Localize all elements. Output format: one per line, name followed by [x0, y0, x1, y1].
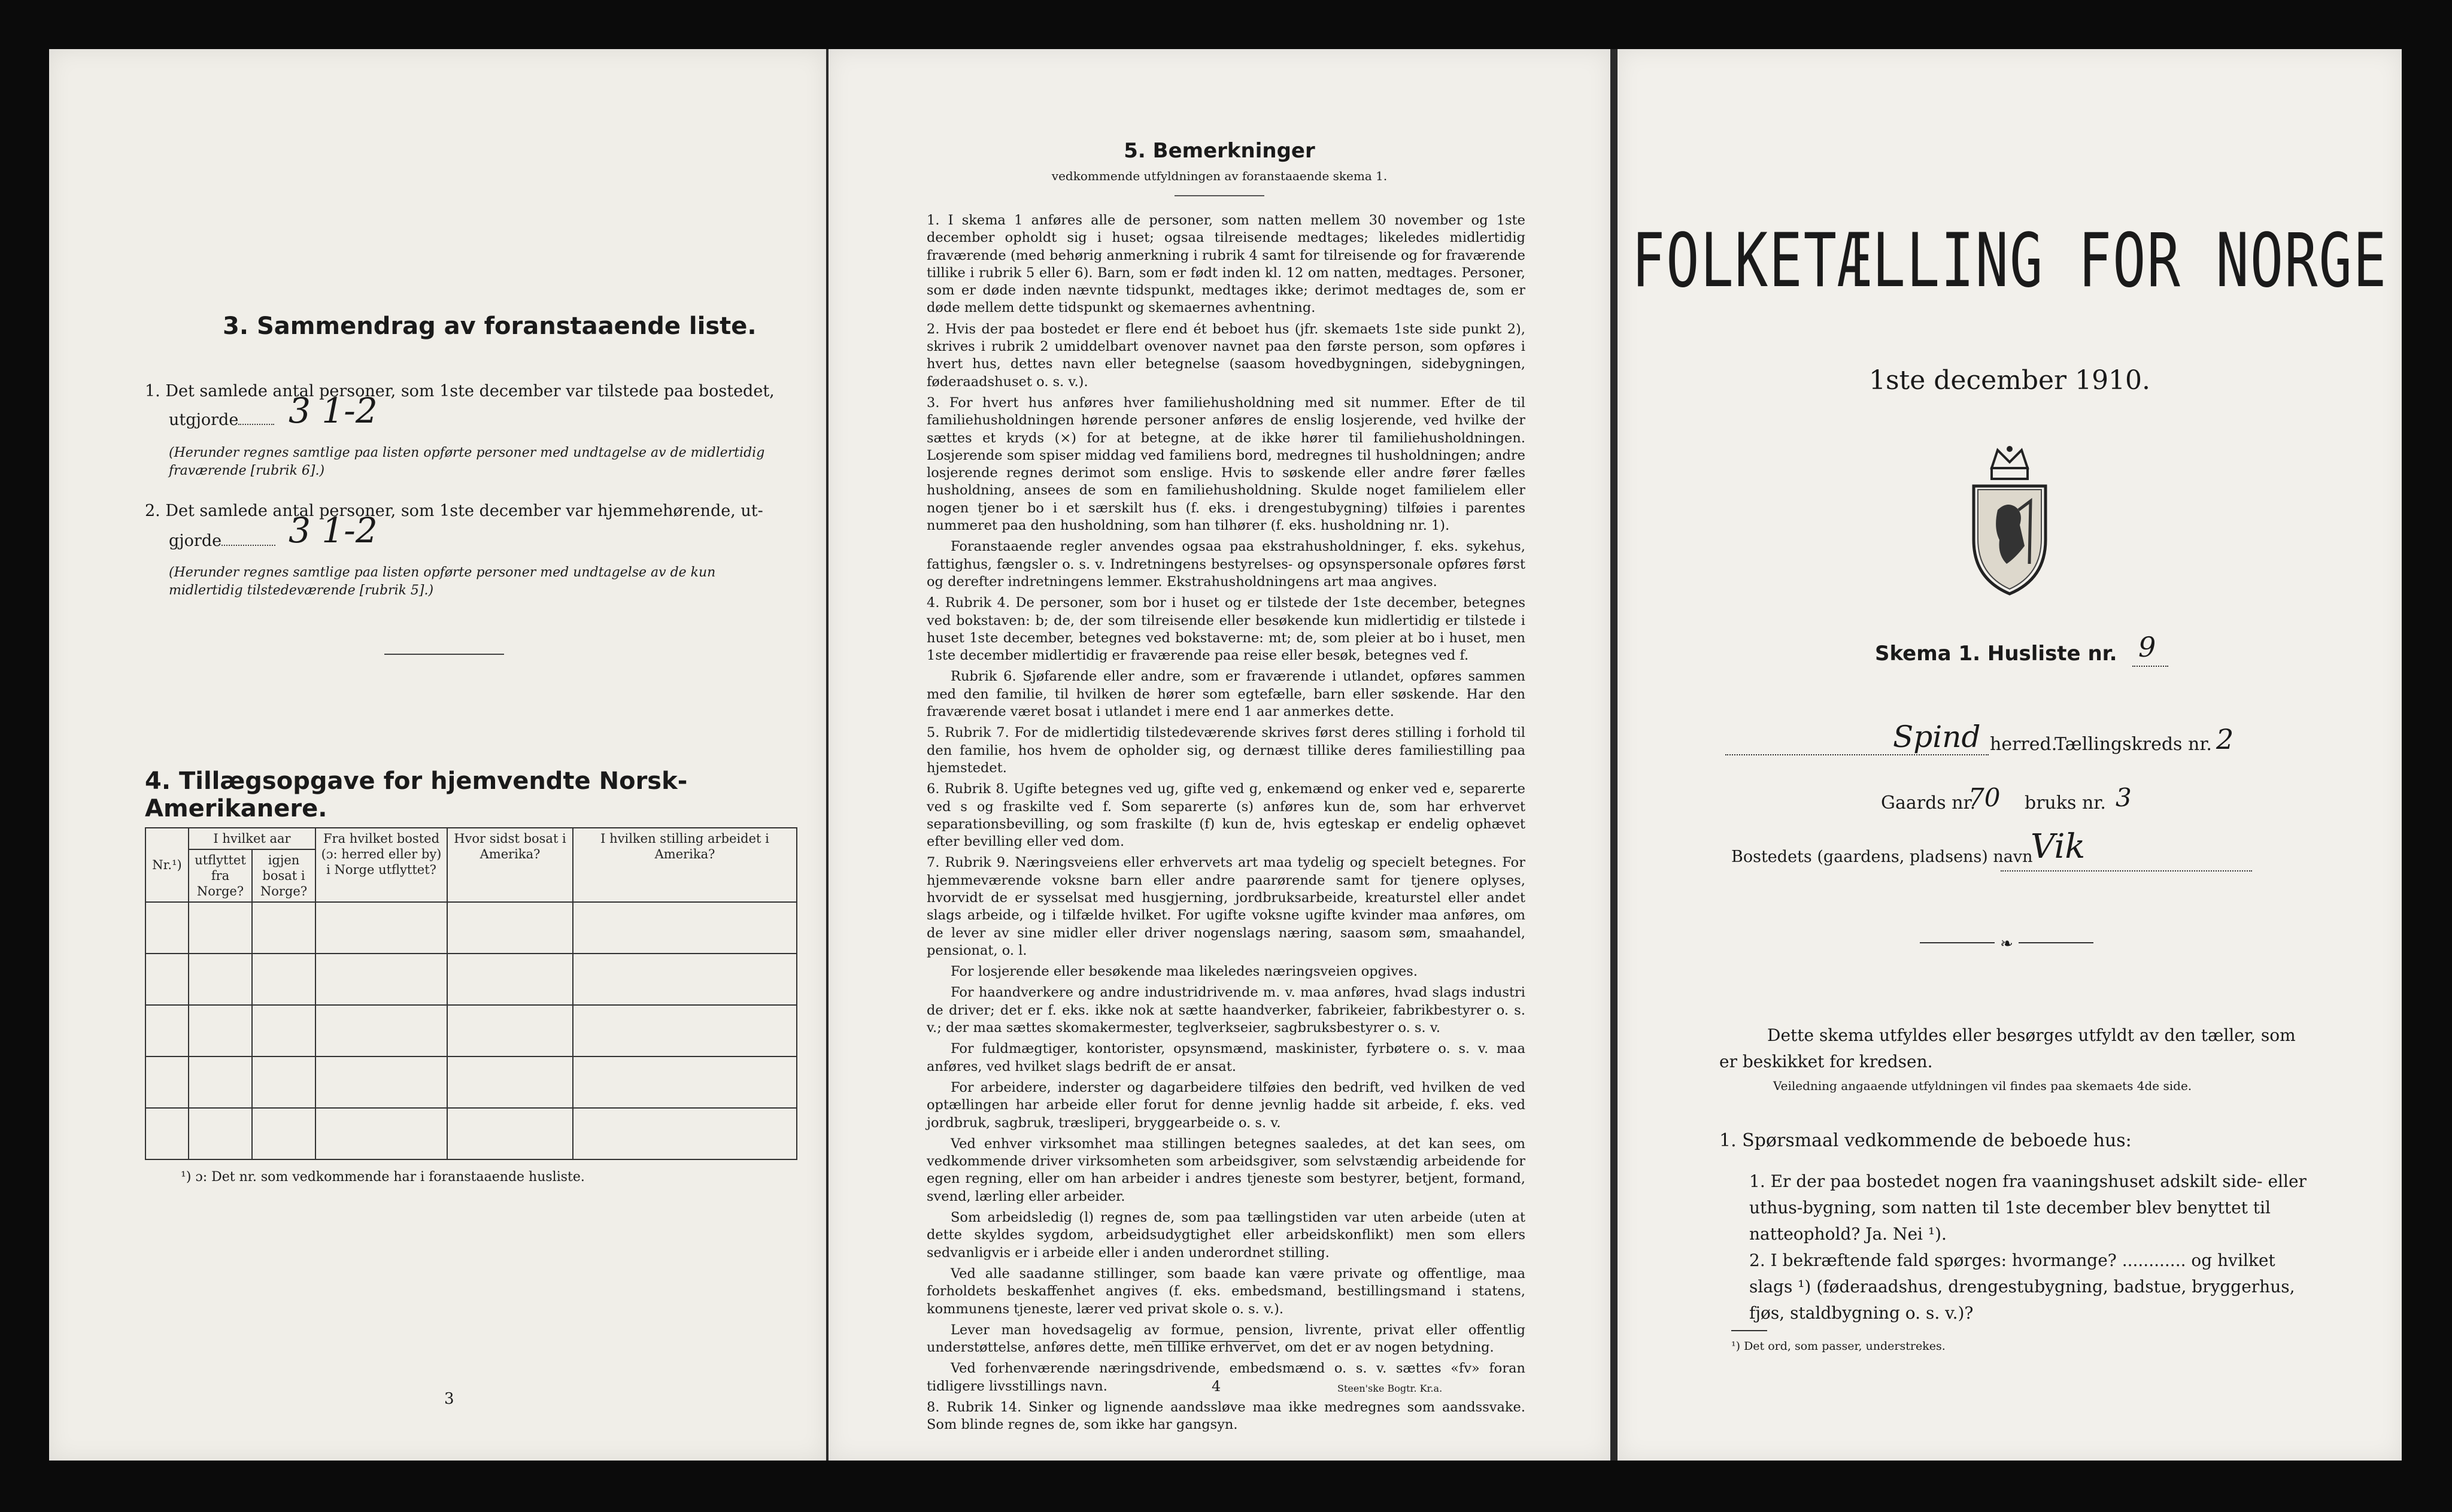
col-utflyttet: utflyttet fra Norge? [189, 849, 252, 902]
page-1 [1618, 49, 2402, 1461]
gaards-nr: 70 [1968, 783, 2001, 812]
question-2: 2. I bekræftende fald spørges: hvormange? ............ og hvilket slags ¹) (føderaadshus, drengestubygning, badstue, bryggerhus, fjøs, staldbygning o. s. v.)? [1749, 1250, 2295, 1323]
remark-paragraph: 7. Rubrik 9. Næringsveiens eller erhvervets art maa tydelig og specielt betegnes. For hjemmeværende voksne barn eller andre paarørende samt for tjenere oplyses, hvorvidt de er sysselsat med husgjerning, jordbruksarbeide, kreaturstel eller andet slags arbeide, og i tilfælde hvilket. For ugifte voksne ugifte kvinder maa anføres, om de lever av sine midler eller driver nogenslags næring, saasom søm, smaahandel, pensionat, o. l. [927, 855, 1525, 958]
item-2-value: 3 1-2 [289, 510, 378, 551]
remark-paragraph: For haandverkere og andre industridrivende m. v. maa anføres, hvad slags industri de driver; det er f. eks. ikke nok at sætte haandverker, fabrikeier, fabrikbestyrer o. s. v.; der maa sættes skomakermester, teglverkseier, sagbruksbestyrer o. s. v. [927, 985, 1525, 1036]
remark-paragraph: Ved alle saadanne stillinger, som baade kan være private og offentlige, maa forholdets beskaffenhet angives (f. eks. embedsmand, bestillingsmand i statens, kommunens tjeneste, lærer ved privat skole o. s. v.). [927, 1265, 1525, 1317]
table-row [145, 954, 797, 1005]
skema-label: Skema 1. Husliste nr. [1875, 642, 2117, 666]
section-3-title: 3. Sammendrag av foranstaaende liste. [223, 312, 757, 340]
section-4-title: 4. Tillægsopgave for hjemvendte Norsk-Amerikanere. [145, 767, 688, 822]
norsk-amerikaner-table [145, 827, 797, 1160]
col-stilling: I hvilken stilling arbeidet i Amerika? [573, 828, 797, 902]
col-fra: Fra hvilket bosted (ɔ: herred eller by) i Norge utflyttet? [315, 828, 447, 902]
page1-footnote: ¹) Det ord, som passer, understrekes. [1731, 1340, 1946, 1353]
item-1-text: 1. Det samlede antal personer, som 1ste december var tilstede paa bostedet, [145, 382, 775, 400]
table-row [145, 1056, 797, 1108]
item-1-lead: utgjorde [169, 407, 274, 433]
remark-paragraph: 2. Hvis der paa bostedet er flere end ét beboet hus (jfr. skemaets 1ste side punkt 2), skrives i rubrik 2 umiddelbart ovenover navnet paa den første person, som opføres i hvert hus, dettes navn eller betegnelse (saasom hovedbygningen, sidebygningen, føderaadshuset o. s. v.). [927, 321, 1525, 390]
table-footnote: ¹) ɔ: Det nr. som vedkommende har i foranstaaende husliste. [181, 1170, 585, 1185]
remark-paragraph: Som arbeidsledig (l) regnes de, som paa tællingstiden var uten arbeide (uten at dette skyldes sygdom, arbeidsudygtighet eller arbeidskonflikt) men som ellers sedvanligvis er i arbeide eller i anden underordnet stilling. [927, 1210, 1525, 1261]
coat-of-arms-icon [1965, 444, 2055, 600]
remark-paragraph: 8. Rubrik 14. Sinker og lignende aandssløve maa ikke medregnes som aandssvake. Som blinde regnes de, som ikke har gangsyn. [927, 1399, 1525, 1433]
remark-paragraph: For losjerende eller besøkende maa likeledes næringsveien opgives. [951, 964, 1418, 980]
table-row [145, 1005, 797, 1056]
gutter [1610, 49, 1618, 1461]
table-row [145, 902, 797, 954]
divider [384, 654, 504, 655]
divider [1175, 195, 1264, 196]
census-title: FOLKETÆLLING FOR NORGE [1631, 217, 2388, 304]
col-sidst: Hvor sidst bosat i Amerika? [447, 828, 573, 902]
herred-label: herred. [1990, 734, 2058, 755]
remark-paragraph: Lever man hovedsagelig av formue, pension, livrente, privat eller offentlig understøttelse, anføres dette, men tillike erhvervet, om det er av nogen betydning. [927, 1322, 1525, 1356]
col-group-aar: I hvilket aar [189, 828, 315, 849]
item-2-text: 2. Det samlede antal personer, som 1ste december var hjemmehørende, ut- [145, 502, 763, 520]
col-nr: Nr.¹) [145, 828, 189, 902]
census-date: 1ste december 1910. [1868, 365, 2151, 396]
remarks-title: 5. Bemerkninger [1124, 139, 1315, 163]
remark-paragraph: Ved forhenværende næringsdrivende, embedsmænd o. s. v. sættes «fv» foran tidligere livsstillings navn. [927, 1361, 1525, 1394]
page-number: 4 [1212, 1378, 1221, 1395]
intro-small: Veiledning angaaende utfyldningen vil findes paa skemaets 4de side. [1773, 1079, 2192, 1093]
bosted-value: Vik [2031, 827, 2086, 866]
intro-text: Dette skema utfyldes eller besørges utfyldt av den tæller, som er beskikket for kredsen. [1719, 1025, 2296, 1071]
remark-paragraph: Rubrik 6. Sjøfarende eller andre, som er fraværende i utlandet, opføres sammen med den familie, til hvilken de hører som egtefælle, barn eller søskende. Har den fraværende været bosat i utlandet i mere end 1 aar anmerkes dette. [927, 669, 1525, 720]
remark-paragraph: 5. Rubrik 7. For de midlertidig tilstedeværende skrives først deres stilling i forhold til den familie, hos hvem de opholder sig, og dernæst tillike deres familiestilling paa hjemstedet. [927, 725, 1525, 776]
remark-paragraph: Ved enhver virksomhet maa stillingen betegnes saaledes, at det kan sees, om vedkommende driver virksomheten som arbeidsgiver, som selvstændig arbeidende for egen regning, eller om han arbeider i andres tjeneste som bestyrer, betjent, formand, svend, lærling eller arbeider. [927, 1135, 1525, 1204]
dotted-line [2132, 666, 2168, 667]
gaards-label: Gaards nr. [1881, 793, 1976, 813]
remark-paragraph: 6. Rubrik 8. Ugifte betegnes ved ug, gifte ved g, enkemænd og enker ved e, separerte ved s og fraskilte ved f. Som separerte (s) anføres kun de, som har erhvervet separationsbevilling, og som fraskilte (f) kun de, hvis egteskap er endelig ophævet efter bevilling eller ved dom. [927, 781, 1525, 850]
divider [1731, 1330, 1767, 1331]
item-2-note: (Herunder regnes samtlige paa listen opførte personer med undtagelse av de kun midlertidig tilstedeværende [rubrik 5].) [169, 565, 716, 598]
item-2-lead: gjorde [169, 528, 275, 554]
remark-paragraph: 4. Rubrik 4. De personer, som bor i huset og er tilstede der 1ste december, betegnes ved bokstaven: b; de, der som tilreisende eller besøkende kun midlertidig er tilstede i huset 1ste december, betegnes ved bokstaverne: mt; de, som pleier at bo i huset, men 1ste december midlertidig er fraværende paa reise eller besøk, betegnes ved f. [927, 595, 1525, 664]
remarks-subtitle: vedkommende utfyldningen av foranstaaende skema 1. [1051, 169, 1388, 183]
question-1: 1. Er der paa bostedet nogen fra vaaningshuset adskilt side- eller uthus-bygning, som natten til 1ste december blev benyttet til natteophold? Ja. Nei ¹). [1749, 1171, 2307, 1244]
page-3 [49, 49, 826, 1461]
bruks-nr: 3 [2116, 783, 2132, 812]
page-number: 3 [444, 1390, 454, 1408]
printer-mark: Steen'ske Bogtr. Kr.a. [1337, 1383, 1443, 1394]
col-igjen: igjen bosat i Norge? [252, 849, 315, 902]
bosted-label: Bostedets (gaardens, pladsens) navn [1731, 848, 2033, 866]
remark-paragraph: For arbeidere, inderster og dagarbeidere tilføies den bedrift, ved hvilken de ved optællingen har arbeide eller forut for denne jevnlig hadde sit arbeide, f. eks. ved jordbruk, sagbruk, træsliperi, bryggearbeide o. s. v. [927, 1079, 1525, 1131]
remark-paragraph: Foranstaaende regler anvendes ogsaa paa ekstrahusholdninger, f. eks. sykehus, fattighus, fængsler o. s. v. Indretningens bestyrelses- og opsynspersonale opføres først og derefter indretningens lemmer. Ekstrahusholdningens art maa angives. [927, 539, 1525, 590]
kreds-nr: 2 [2216, 723, 2234, 755]
remark-paragraph: 1. I skema 1 anføres alle de personer, som natten mellem 30 november og 1ste december opholdt sig i huset; ogsaa tilreisende medtages; likeledes midlertidig fraværende (med behørig anmerkning i rubrik 4 samt for tilreisende og for fraværende tillike i rubrik 5 eller 6). Barn, som er født inden kl. 12 om natten, medtages. Personer, som er døde inden nævnte tidspunkt, medtages ikke; derimot medtages de, som er døde mellem dette tidspunkt og skemaernes avhentning. [927, 212, 1525, 316]
divider [1152, 1341, 1260, 1342]
remark-paragraph: For fuldmægtiger, kontorister, opsynsmænd, maskinister, fyrbøtere o. s. v. maa anføres, ved hvilket slags bedrift de er ansat. [927, 1041, 1525, 1074]
page-4 [829, 49, 1610, 1461]
remark-paragraph: 3. For hvert hus anføres hver familiehusholdning med sit nummer. Efter de til familiehusholdningen hørende personer anføres de enslig losjerende, ved hvilke der sættes et kryds (×) for at betegne, at de ikke hører til familiehusholdningen. Losjerende som spiser middag ved familiens bord, medregnes til husholdningen; andre losjerende regnes derimot som enslige. Hvis to søskende eller andre fører fælles husholdning, ansees de som en familiehusholdning. Skulde noget familielem eller nogen tjener bo i et særskilt hus (f. eks. i drengestubygning) tilføies i parentes nummeret paa den husholdning, som han tilhører (f. eks. husholdning nr. 1). [927, 394, 1525, 534]
herred-value: Spind [1893, 719, 1981, 754]
kreds-label: Tællingskreds nr. [2055, 734, 2212, 755]
questions-title: 1. Spørsmaal vedkommende de beboede hus: [1719, 1130, 2132, 1151]
remarks-body [927, 212, 1525, 1438]
bosted-line [2001, 870, 2252, 872]
bruks-label: bruks nr. [2025, 793, 2106, 813]
ornament: ❧ [1995, 935, 2019, 953]
item-1-value: 3 1-2 [289, 390, 378, 431]
table-row [145, 1108, 797, 1159]
herred-line [1725, 754, 1989, 755]
husliste-nr: 9 [2138, 631, 2156, 663]
item-1-note: (Herunder regnes samtlige paa listen opførte personer med undtagelse av de midlertidig fraværende [rubrik 6].) [169, 445, 765, 478]
